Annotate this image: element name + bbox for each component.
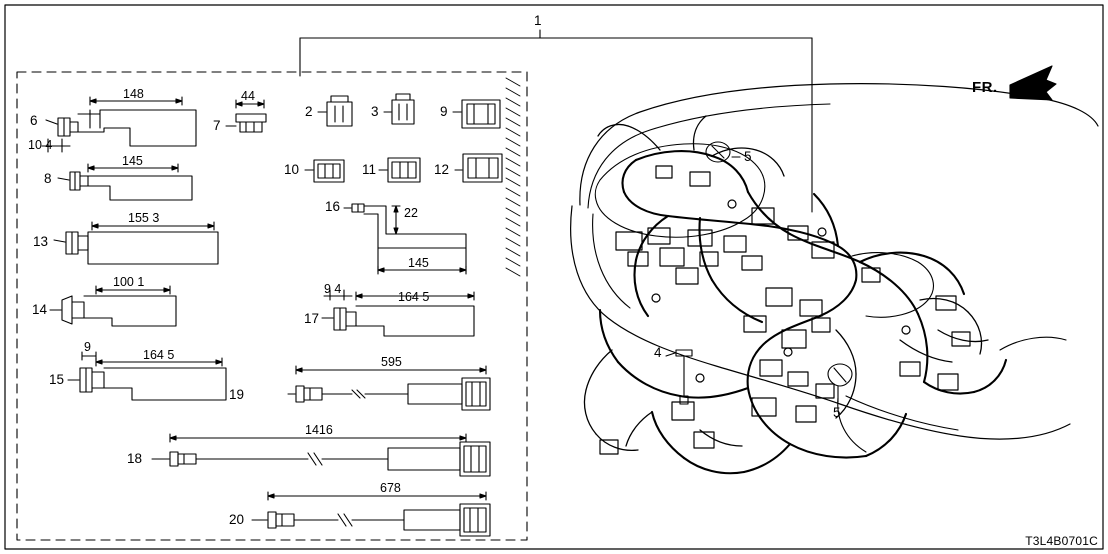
callout-3: 3 bbox=[371, 104, 379, 119]
callout-6: 6 bbox=[30, 113, 38, 128]
dimension-678: 678 bbox=[380, 481, 401, 495]
callout-19: 19 bbox=[229, 387, 245, 402]
callout-17: 17 bbox=[304, 311, 320, 326]
callout-2: 2 bbox=[305, 104, 313, 119]
callout-14: 14 bbox=[32, 302, 48, 317]
callout-12: 12 bbox=[434, 162, 450, 177]
callout-1: 1 bbox=[534, 13, 542, 28]
dimension-145-a: 145 bbox=[122, 154, 143, 168]
dimension-164-5-a: 164 5 bbox=[398, 290, 430, 304]
dimension-9-4: 9 4 bbox=[324, 282, 342, 296]
callout-13: 13 bbox=[33, 234, 49, 249]
callout-4: 4 bbox=[654, 345, 662, 360]
callout-7: 7 bbox=[213, 118, 221, 133]
callout-18: 18 bbox=[127, 451, 143, 466]
dimension-1416: 1416 bbox=[305, 423, 333, 437]
dimension-10-4: 10 4 bbox=[28, 138, 53, 152]
dimension-164-5-b: 164 5 bbox=[143, 348, 175, 362]
callout-16: 16 bbox=[325, 199, 341, 214]
dimension-44: 44 bbox=[241, 89, 255, 103]
callout-15: 15 bbox=[49, 372, 65, 387]
callout-11: 11 bbox=[362, 162, 377, 177]
dimension-148: 148 bbox=[123, 87, 144, 101]
callout-8: 8 bbox=[44, 171, 52, 186]
dimension-100-1: 100 1 bbox=[113, 275, 145, 289]
dimension-595: 595 bbox=[381, 355, 402, 369]
callout-9: 9 bbox=[440, 104, 448, 119]
dimension-9: 9 bbox=[84, 340, 91, 354]
callout-10: 10 bbox=[284, 162, 300, 177]
callout-20: 20 bbox=[229, 512, 245, 527]
dimension-155-3: 155 3 bbox=[128, 211, 160, 225]
dimension-145-b: 145 bbox=[408, 256, 429, 270]
callout-5-upper: 5 bbox=[744, 149, 752, 164]
front-direction-label: FR. bbox=[972, 79, 998, 96]
part-number-label: T3L4B0701C bbox=[1025, 534, 1098, 548]
dimension-22: 22 bbox=[404, 206, 418, 220]
callout-5-lower: 5 bbox=[833, 405, 841, 420]
